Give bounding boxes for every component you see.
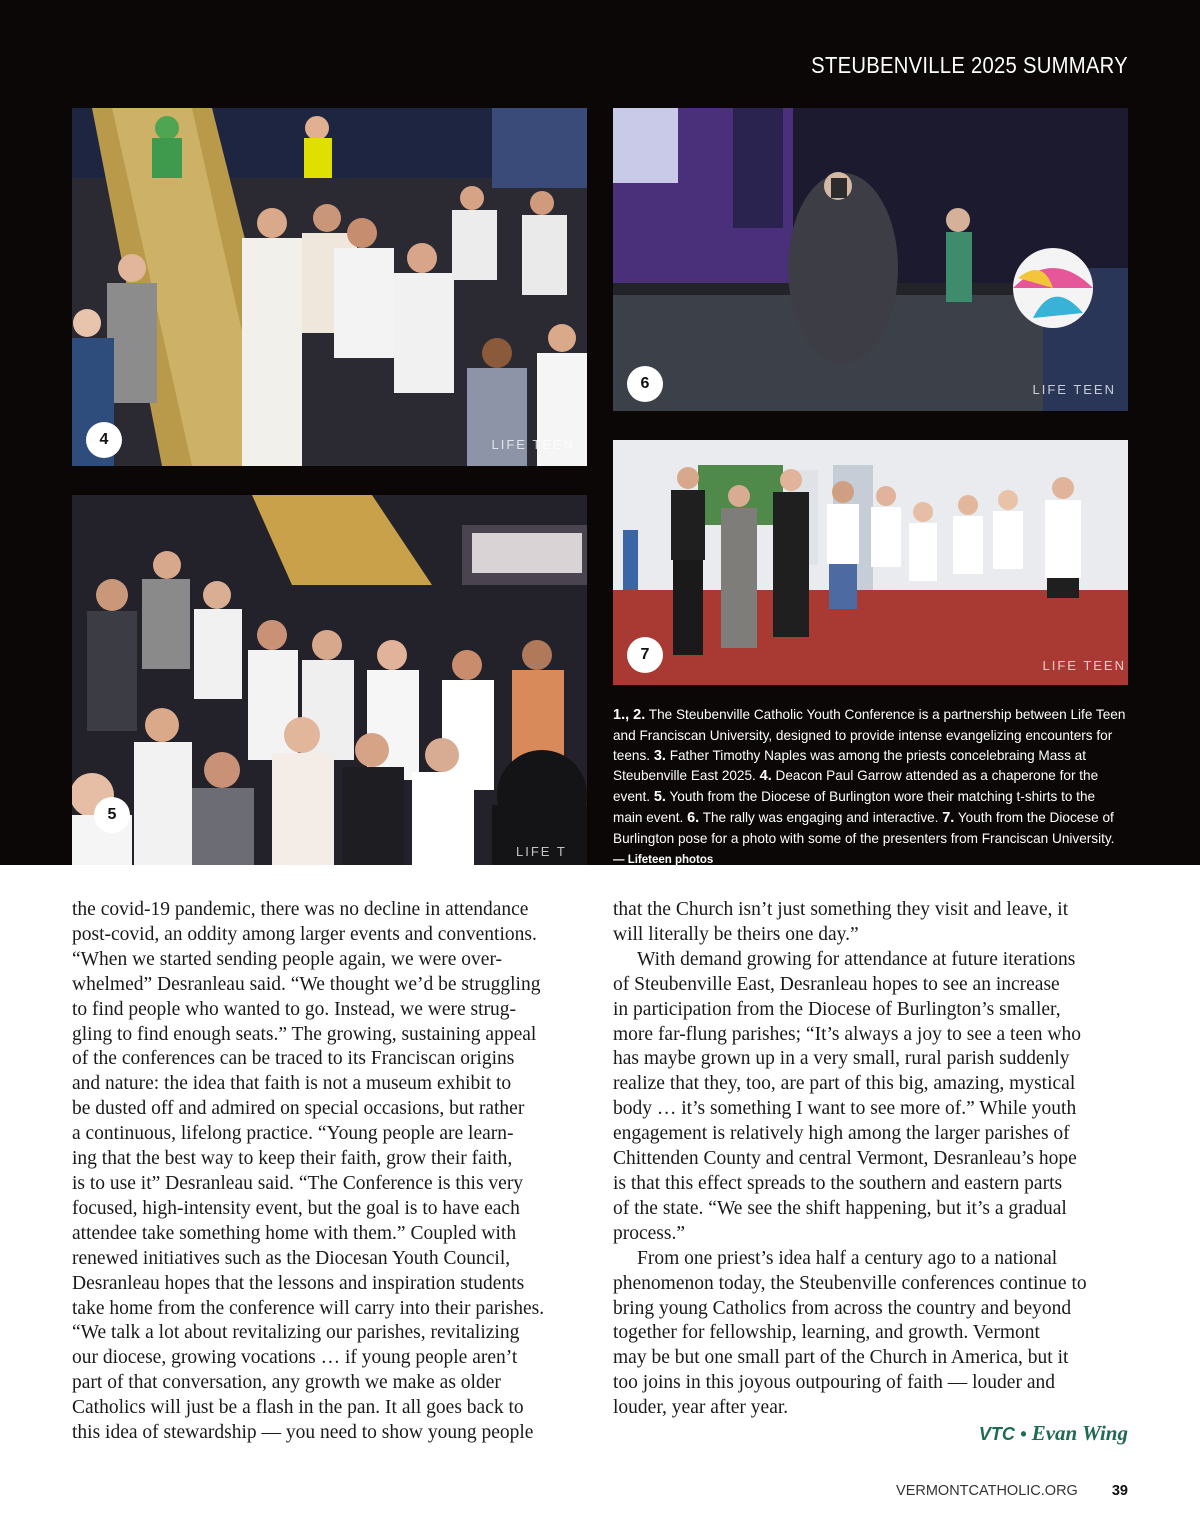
photo-6 [613,108,1128,411]
caption-number: 6. [687,809,700,826]
article-line: our diocese, growing vocations … if young people aren’t [72,1347,518,1369]
article-line: body … it’s something I want to see more of.” While youth [613,1098,1077,1120]
caption-text: The Steubenville Catholic Youth Conference is a partnership between Life Teen and Franciscan University, designed to provide intense evangelizing encounters for teens. [613,707,1126,763]
photo-caption [613,705,1128,870]
article-line: a continuous, lifelong practice. “Young people are learn- [72,1123,514,1145]
author-byline [979,1421,1128,1446]
article-line: that the Church isn’t just something they visit and leave, it [613,899,1069,920]
photo-number-badge: 4 [86,422,122,458]
article-line: attendee take something home with them.” Coupled with [72,1222,517,1244]
caption-text: The rally was engaging and interactive. [702,809,939,825]
article-line: whelmed” Desranleau said. “We thought we’d be struggling [72,973,541,995]
photo-number-badge: 7 [627,637,663,673]
article-line: the covid-19 pandemic, there was no decline in attendance [72,899,529,920]
article-line: gling to find enough seats.” The growing, sustaining appeal [72,1023,537,1045]
article-line: “When we started sending people again, we were over- [72,948,503,970]
caption-number: 1., 2. [613,707,646,723]
article-column-left [72,898,592,1446]
article-line: has maybe grown up in a very small, rural parish suddenly [613,1048,1070,1070]
article-line: be dusted off and admired on special occasions, but rather [72,1098,525,1120]
caption-text: Deacon Paul Garrow attended as a chaperone for the event. [613,768,1099,805]
article-line: phenomenon today, the Steubenville conferences continue to [613,1272,1087,1294]
photo-number-badge: 5 [94,797,130,833]
article-line: of Steubenville East, Desranleau hopes to see an increase [613,973,1060,995]
article-line: bring young Catholics from across the country and beyond [613,1297,1072,1319]
photo-7-image [613,440,1128,685]
article-line: engagement is relatively high among the larger parishes of [613,1123,1070,1145]
article-line: renewed initiatives such as the Diocesan Youth Council, [72,1247,511,1269]
photo-number-badge: 6 [627,366,663,402]
article-line: post-covid, an oddity among larger events and conventions. [72,923,537,945]
caption-number: 4. [759,768,772,785]
article-line: this idea of stewardship — you need to show young people [72,1422,534,1444]
caption-text: Youth from the Diocese of Burlington pose for a photo with some of the presenters from Franciscan University. [613,809,1115,846]
article-line: With demand growing for attendance at future iterations [637,948,1076,970]
article-line: is that this effect spreads to the southern and eastern parts [613,1172,1063,1194]
article-line: Catholics will just be a flash in the pan. It all goes back to [72,1397,524,1419]
article-line: in participation from the Diocese of Burlington’s smaller, [613,998,1061,1020]
photo-watermark: LIFE TEEN [1032,382,1116,397]
byline-separator: • [1020,1424,1027,1444]
article-line: together for fellowship, learning, and growth. Vermont [613,1322,1040,1344]
article-line: is to use it” Desranleau said. “The Conference is this very [72,1172,524,1194]
caption-number: 5. [653,789,666,806]
article-line: more far-flung parishes; “It’s always a joy to see a teen who [613,1023,1081,1045]
photo-watermark: LIFE T [516,844,567,859]
caption-number: 7. [942,809,955,826]
article-line: Chittenden County and central Vermont, Desranleau’s hope [613,1148,1077,1170]
page-footer [896,1483,1128,1499]
article-line: realize that they, too, are part of this big, amazing, mystical [613,1073,1076,1095]
article-line: may be but one small part of the Church in America, but it [613,1347,1069,1369]
photo-7 [613,440,1128,685]
byline-org: VTC [978,1424,1015,1444]
footer-site: VERMONTCATHOLIC.ORG [896,1483,1078,1499]
section-header: STEUBENVILLE 2025 SUMMARY [811,52,1128,78]
article-line: to find people who wanted to go. Instead, we were strug- [72,998,517,1020]
photo-5-image [72,495,587,865]
article-line: take home from the conference will carry into their parishes. [72,1297,545,1319]
photo-credit: — Lifeteen photos [613,853,714,866]
photo-4-image [72,108,587,466]
photo-watermark: LIFE TEEN [1042,658,1126,673]
article-line: louder, year after year. [613,1397,789,1419]
caption-text: Youth from the Diocese of Burlington wore their matching t-shirts to the main event. [613,789,1096,825]
photo-5 [72,495,587,865]
article-line: process.” [613,1222,686,1244]
caption-number: 3. [653,747,666,764]
article-line: From one priest’s idea half a century ago to a national [637,1247,1058,1269]
article-column-right [613,898,1133,1421]
article-line: part of that conversation, any growth we make as older [72,1372,501,1394]
article-line: Desranleau hopes that the lessons and inspiration students [72,1272,525,1294]
caption-text: Father Timothy Naples was among the priests concelebraing Mass at Steubenville East 2025. [613,747,1087,784]
article-line: focused, high-intensity event, but the goal is to have each [72,1197,520,1219]
article-line: and nature: the idea that faith is not a museum exhibit to [72,1073,512,1095]
article-line: too joins in this joyous outpouring of faith — louder and [613,1372,1055,1394]
photo-4 [72,108,587,466]
article-line: “We talk a lot about revitalizing our parishes, revitalizing [72,1322,520,1344]
article-line: of the state. “We see the shift happening, but it’s a gradual [613,1197,1067,1219]
article-line: ing that the best way to keep their faith, grow their faith, [72,1148,513,1170]
photo-6-image [613,108,1128,411]
byline-author: Evan Wing [1031,1421,1128,1445]
page-number: 39 [1111,1483,1128,1499]
article-line: of the conferences can be traced to its Franciscan origins [72,1048,515,1070]
article-line: will literally be theirs one day.” [613,923,859,945]
photo-watermark: LIFE TEEN [491,437,575,452]
